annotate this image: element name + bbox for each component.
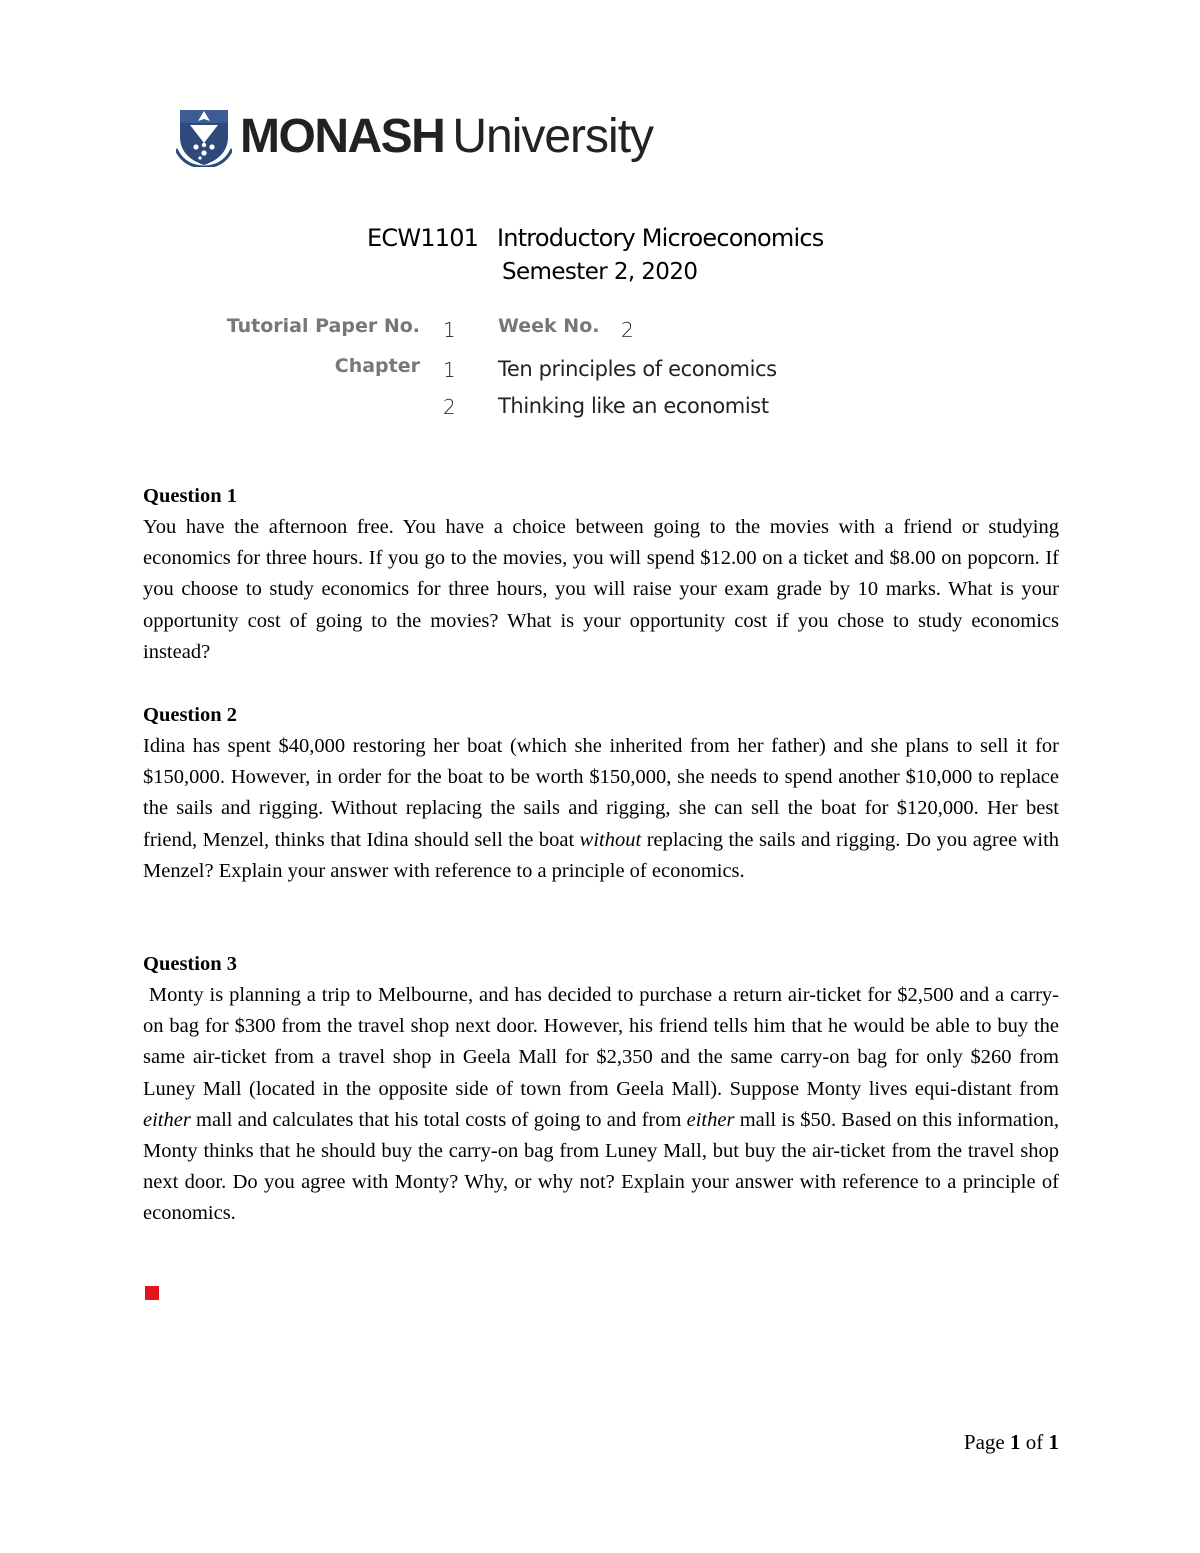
week-number: 2: [621, 318, 634, 342]
emphasis: either: [686, 1108, 735, 1131]
brand-light: University: [452, 110, 654, 163]
monash-logo: [176, 106, 653, 168]
unit-name: Introductory Microeconomics: [497, 224, 824, 252]
chapter-label: Chapter: [334, 355, 420, 377]
page-current: 1: [1010, 1430, 1021, 1454]
chapter-number: 2: [443, 395, 456, 419]
tutorial-label: Tutorial Paper No.: [226, 315, 420, 337]
question-title: Question 2: [143, 704, 237, 726]
week-label: Week No.: [498, 315, 600, 337]
red-square-marker: [145, 1286, 159, 1300]
question-text-part: mall and calculates that his total costs of going to and from: [196, 1108, 682, 1131]
question-1: [143, 481, 1059, 668]
brand-wordmark: [240, 110, 654, 163]
semester: Semester 2, 2020: [502, 259, 698, 285]
question-text-part: replacing the sails and rigging. Do you agree with Menzel? Explain your answer with reference to a principle of economics.: [143, 828, 1060, 882]
question-title: Question 3: [143, 953, 237, 975]
emphasis: without: [579, 828, 642, 851]
emphasis: either: [143, 1108, 191, 1131]
question-text-part: Idina has spent $40,000 restoring her boat (which she inherited from her father) and she plans to sell it for $150,000. However, in order for the boat to be worth $150,000, she needs to spend another $10,000 to replace the sails and rigging. Without replacing the sails and rigging, she can sell the boat for $120,000. Her best friend, Menzel, thinks that Idina should sell the boat: [143, 735, 1059, 851]
chapter-title: Ten principles of economics: [498, 357, 777, 381]
question-text: You have the afternoon free. You have a choice between going to the movies with a friend or studying economics for three hours. If you go to the movies, you will spend $12.00 on a ticket and $8.00 on popcorn. If you choose to study economics for three hours, you will raise your exam grade by 10 marks. What is your opportunity cost of going to the movies? What is your opportunity cost if you chose to study economics instead?: [143, 516, 1059, 663]
question-title: Question 1: [143, 485, 237, 507]
question-2: [143, 700, 1059, 887]
question-text: [143, 731, 1059, 887]
question-text-part: Monty is planning a trip to Melbourne, and has decided to purchase a return air-ticket for $2,500 and a carry-on bag for $300 from the travel shop next door. However, his friend tells him that he would be able to buy the same air-ticket from a travel shop in Geela Mall for $2,350 and the same carry-on bag for only $260 from Luney Mall (located in the opposite side of town from Geela Mall). Suppose Monty lives equi-distant from: [143, 984, 1059, 1100]
question-3: [143, 949, 1059, 1230]
page-total: 1: [1048, 1430, 1059, 1454]
chapter-title: Thinking like an economist: [498, 394, 769, 418]
question-text: [143, 980, 1059, 1230]
tutorial-number: 1: [443, 318, 456, 342]
of-word: of: [1025, 1430, 1044, 1454]
page-footer: [964, 1430, 1059, 1455]
brand-bold: MONASH: [240, 110, 445, 163]
monash-crest-icon: [176, 107, 232, 167]
chapter-number: 1: [443, 358, 456, 382]
unit-code: ECW1101: [367, 224, 479, 252]
page-word: Page: [963, 1430, 1005, 1454]
question-text-part: mall is $50. Based on this information, Monty thinks that he should buy the carry-on bag from Luney Mall, but buy the air-ticket from the travel shop next door. Do you agree with Monty? Why, or why not? Explain your answer with reference to a principle of economics.: [143, 1108, 1060, 1225]
